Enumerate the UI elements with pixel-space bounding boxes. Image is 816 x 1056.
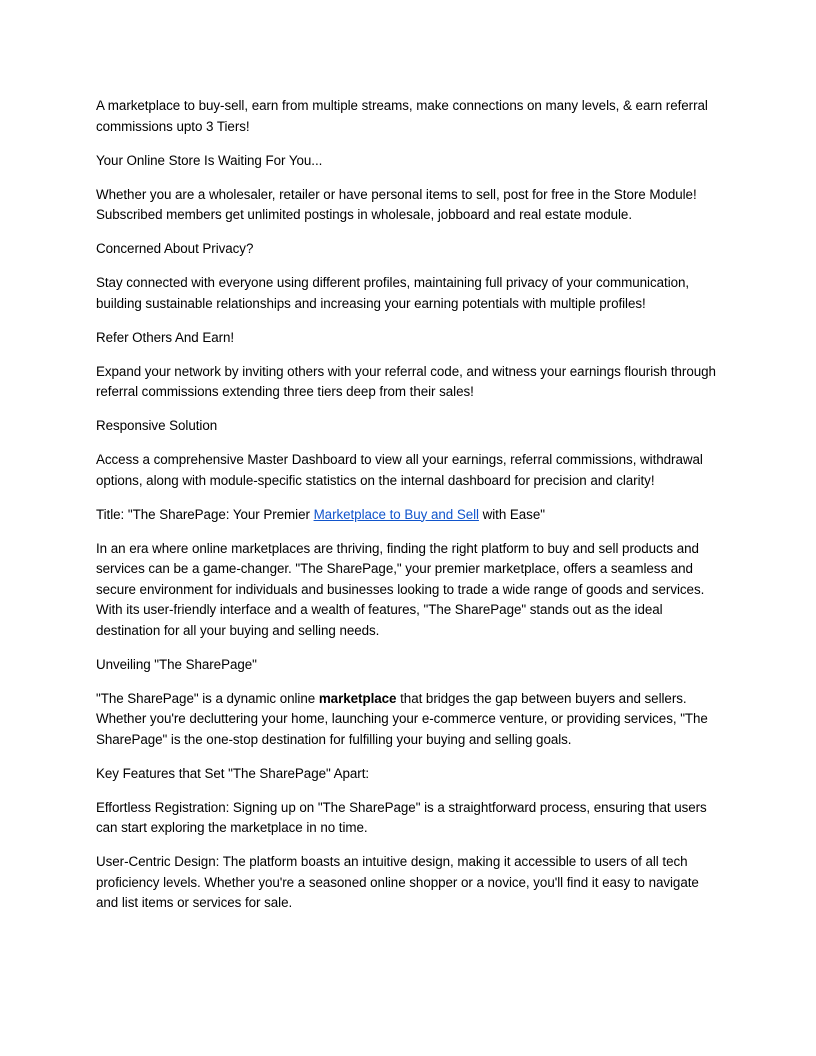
marketplace-bold: marketplace (318, 690, 397, 706)
unveiling-heading: Unveiling "The SharePage" (96, 656, 257, 672)
dynamic-prefix: "The SharePage" is a dynamic online (96, 690, 319, 706)
responsive-heading: Responsive Solution (96, 418, 218, 433)
article-title (96, 505, 720, 526)
title-suffix: with Ease" (478, 506, 545, 522)
referral-heading: Refer Others And Earn! (96, 329, 235, 345)
era-paragraph: In an era where online marketplaces are thriving, finding the right platform to buy and sell products and services can be a game-changer. "The SharePage," your premier marketplace, offers a seamless and secure environment for individuals and businesses looking to trade a wide range of goods and services. With its user-friendly interface and a wealth of features, "The SharePage" stands out as the ideal destination for all your buying and selling needs. (96, 540, 705, 638)
intro-paragraph: A marketplace to buy-sell, earn from multiple streams, make connections on many levels, & earn referral commissions upto 3 Tiers! (96, 98, 708, 134)
dynamic-suffix: that bridges the gap between buyers and sellers. Whether you're decluttering your home, launching your e-commerce venture, or providing services, "The SharePage" is the one-stop destination for fulfilling your buying and selling goals. (96, 690, 708, 747)
privacy-paragraph: Stay connected with everyone using different profiles, maintaining full privacy of your communication, building sustainable relationships and increasing your earning potentials with multiple profiles! (96, 275, 690, 311)
user-centric-paragraph: User-Centric Design: The platform boasts an intuitive design, making it accessible to users of all tech proficiency levels. Whether you're a seasoned online shopper or a novice, you'll find it easy to navigate and list items or services for sale. (96, 854, 699, 910)
privacy-heading: Concerned About Privacy? (96, 241, 254, 256)
key-features-heading: Key Features that Set "The SharePage" Apart: (96, 765, 370, 781)
marketplace-link[interactable]: Marketplace to Buy and Sell (313, 506, 479, 522)
store-module-paragraph: Whether you are a wholesaler, retailer or have personal items to sell, post for free in the Store Module! Subscribed members get unlimited postings in wholesale, jobboard and real estate module. (96, 186, 697, 222)
dynamic-marketplace-paragraph (96, 689, 720, 751)
registration-paragraph: Effortless Registration: Signing up on "The SharePage" is a straightforward process, ensuring that users can start exploring the marketplace in no time. (96, 799, 707, 835)
document-page (96, 96, 720, 927)
online-store-heading: Your Online Store Is Waiting For You... (96, 152, 323, 168)
title-prefix: Title: "The SharePage: Your Premier (96, 506, 314, 522)
dashboard-paragraph: Access a comprehensive Master Dashboard to view all your earnings, referral commissions, withdrawal options, along with module-specific statistics on the internal dashboard for precision and clarity! (96, 452, 703, 488)
referral-paragraph: Expand your network by inviting others with your referral code, and witness your earnings flourish through referral commissions extending three tiers deep from their sales! (96, 363, 716, 399)
